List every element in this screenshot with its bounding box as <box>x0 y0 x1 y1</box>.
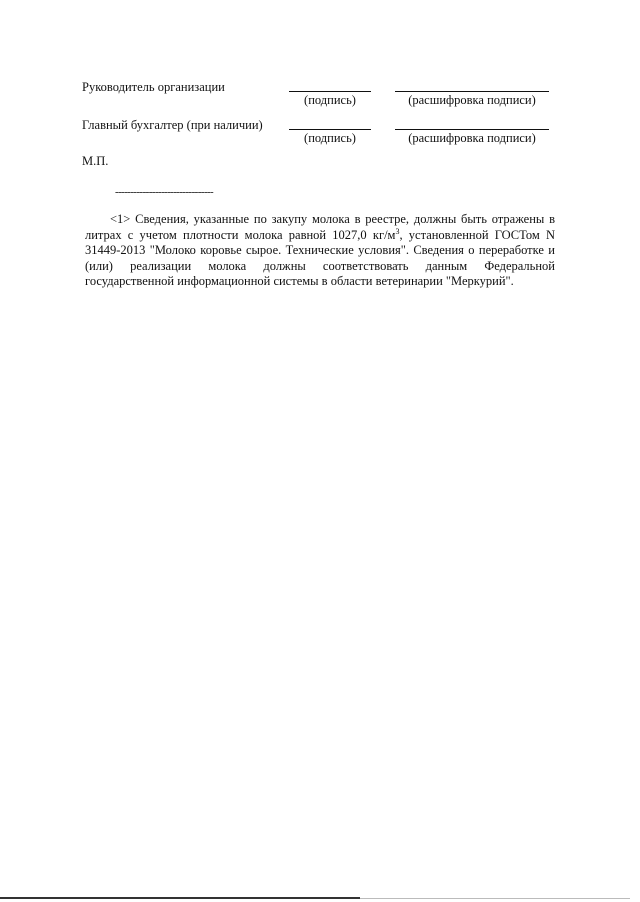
scan-bottom-edge-faint <box>360 898 630 899</box>
scan-bottom-edge <box>0 897 360 899</box>
accountant-signature-caption: (подпись) <box>304 131 356 145</box>
footnote-superscript: 3 <box>395 226 400 236</box>
seal-placeholder-label: М.П. <box>82 154 109 168</box>
head-transcript-line <box>395 91 549 92</box>
chief-accountant-label: Главный бухгалтер (при наличии) <box>82 118 263 132</box>
head-signature-line <box>289 91 371 92</box>
accountant-signature-line <box>289 129 371 130</box>
footnote-text-part-1: <1> Сведения, указанные по закупу молока в реестре, должны быть отражены в литрах с учетом плотности молока равной 1027,0 кг/м <box>85 212 555 242</box>
head-signature-caption: (подпись) <box>304 93 356 107</box>
head-transcript-caption: (расшифровка подписи) <box>408 93 536 107</box>
footnote-paragraph <box>85 212 555 290</box>
accountant-transcript-line <box>395 129 549 130</box>
head-of-organization-label: Руководитель организации <box>82 80 225 94</box>
footnote-text-part-2: , установленной ГОСТом N 31449-2013 "Молоко коровье сырое. Технические условия". Сведения о переработке и (или) реализации молока должны соответствовать данным Федеральной государственной информационной системы в области ветеринарии "Меркурий". <box>85 227 555 288</box>
footnote-separator: -------------------------------- <box>115 186 214 198</box>
accountant-transcript-caption: (расшифровка подписи) <box>408 131 536 145</box>
